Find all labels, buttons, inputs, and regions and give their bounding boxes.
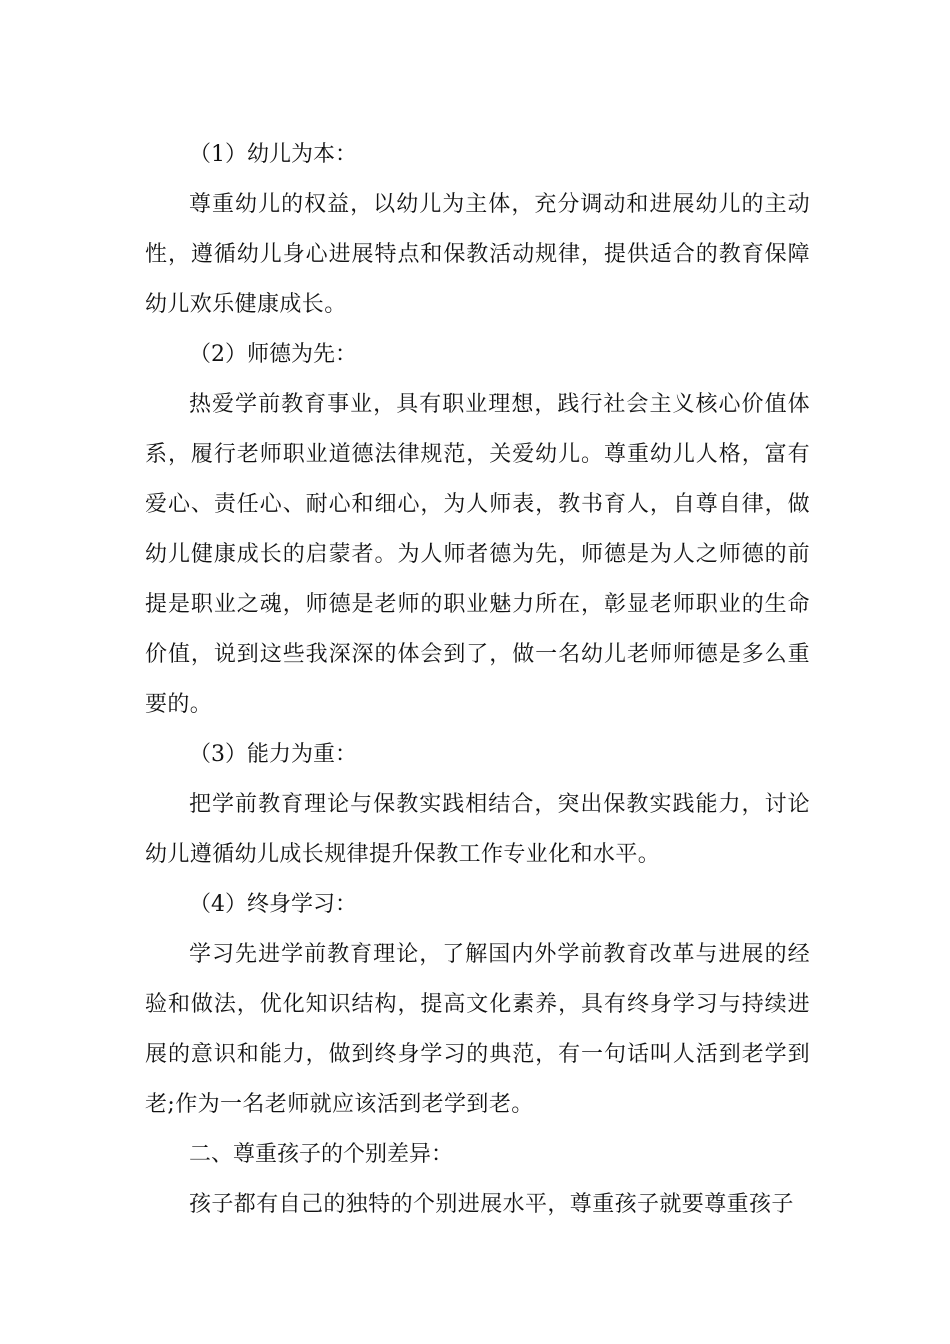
- section-heading-1: （1）幼儿为本：: [189, 142, 357, 167]
- paragraph-1: 尊重幼儿的权益，以幼儿为主体，充分调动和进展幼儿的主动性，遵循幼儿身心进展特点和保教活动规律，提供适合的教育保障幼儿欢乐健康成长。: [145, 192, 810, 317]
- section-heading-4: （4）终身学习：: [189, 892, 357, 917]
- section-heading-3: （3）能力为重：: [189, 742, 357, 767]
- document-body: [145, 130, 810, 1230]
- section-heading-2: （2）师德为先：: [189, 342, 357, 367]
- paragraph-4: 学习先进学前教育理论，了解国内外学前教育改革与进展的经验和做法，优化知识结构，提高文化素养，具有终身学习与持续进展的意识和能力，做到终身学习的典范，有一句话叫人活到老学到老;作为一名老师就应该活到老学到老。: [145, 942, 810, 1117]
- paragraph-2: 热爱学前教育事业，具有职业理想，践行社会主义核心价值体系，履行老师职业道德法律规范，关爱幼儿。尊重幼儿人格，富有爱心、责任心、耐心和细心，为人师表，教书育人，自尊自律，做幼儿健康成长的启蒙者。为人师者德为先，师德是为人之师德的前提是职业之魂，师德是老师的职业魅力所在，彰显老师职业的生命价值，说到这些我深深的体会到了，做一名幼儿老师师德是多么重要的。: [145, 392, 810, 717]
- section-heading-5: 二、尊重孩子的个别差异：: [189, 1142, 454, 1167]
- paragraph-5: 孩子都有自己的独特的个别进展水平，尊重孩子就要尊重孩子: [189, 1192, 794, 1217]
- paragraph-3: 把学前教育理论与保教实践相结合，突出保教实践能力，讨论幼儿遵循幼儿成长规律提升保教工作专业化和水平。: [145, 792, 810, 867]
